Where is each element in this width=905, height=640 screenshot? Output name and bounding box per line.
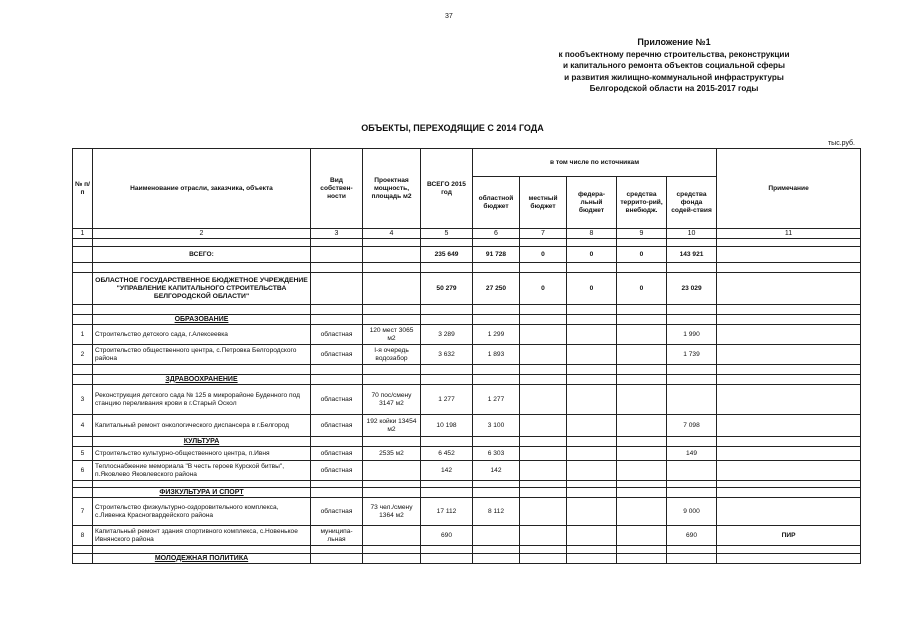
- row-no: 7: [73, 498, 93, 526]
- row-name: Капитальный ремонт онкологического диспансера в г.Белгород: [93, 415, 311, 437]
- row-total: 3 289: [421, 325, 473, 345]
- row-regional: 1 893: [473, 345, 520, 365]
- row-no: 8: [73, 526, 93, 546]
- table-row: [73, 526, 861, 546]
- col-number: 1: [73, 229, 93, 239]
- total-row: [73, 247, 861, 263]
- row-ownership: областная: [311, 385, 363, 415]
- header-local: местный бюджет: [520, 177, 567, 229]
- col-number: 7: [520, 229, 567, 239]
- header-row-top: [73, 149, 861, 177]
- row-ownership: областная: [311, 447, 363, 461]
- row-fund: 7 098: [667, 415, 717, 437]
- header-no: № п/п: [73, 149, 93, 229]
- row-no: 5: [73, 447, 93, 461]
- row-regional: 3 100: [473, 415, 520, 437]
- row-fund: 1 990: [667, 325, 717, 345]
- section-row: [73, 375, 861, 385]
- row-total: 142: [421, 461, 473, 481]
- spacer-row: [73, 263, 861, 273]
- row-capacity: 192 койки 13454 м2: [363, 415, 421, 437]
- total-territorial: 0: [617, 247, 667, 263]
- header-note: Примечание: [717, 149, 861, 229]
- org-regional: 27 250: [473, 273, 520, 305]
- annex-line: и развития жилищно-коммунальной инфраструктуры: [564, 72, 784, 82]
- row-name: Строительство культурно-общественного центра, п.Ивня: [93, 447, 311, 461]
- row-fund: 149: [667, 447, 717, 461]
- row-no: 3: [73, 385, 93, 415]
- row-fund: 1 739: [667, 345, 717, 365]
- org-territorial: 0: [617, 273, 667, 305]
- row-name: Реконструкция детского сада № 125 в микрорайоне Буденного под станцию переливания крови в г.Старый Оскол: [93, 385, 311, 415]
- section-row: [73, 437, 861, 447]
- header-total: ВСЕГО 2015 год: [421, 149, 473, 229]
- page-number: 37: [445, 13, 453, 20]
- col-number: 5: [421, 229, 473, 239]
- row-name: Строительство общественного центра, с.Петровка Белгородского района: [93, 345, 311, 365]
- col-number: 11: [717, 229, 861, 239]
- row-fund: 690: [667, 526, 717, 546]
- section-title-sport: ФИЗКУЛЬТУРА И СПОРТ: [93, 488, 311, 498]
- row-name: Строительство физкультурно-оздоровительного комплекса, с.Ливенка Красногвардейского района: [93, 498, 311, 526]
- total-federal: 0: [567, 247, 617, 263]
- total-local: 0: [520, 247, 567, 263]
- row-capacity: 70 пос/смену 3147 м2: [363, 385, 421, 415]
- org-federal: 0: [567, 273, 617, 305]
- org-label: ОБЛАСТНОЕ ГОСУДАРСТВЕННОЕ БЮДЖЕТНОЕ УЧРЕЖДЕНИЕ "УПРАВЛЕНИЕ КАПИТАЛЬНОГО СТРОИТЕЛЬСТВА БЕЛГОРОДСКОЙ ОБЛАСТИ": [93, 273, 311, 305]
- col-number: 9: [617, 229, 667, 239]
- col-number: 10: [667, 229, 717, 239]
- col-number: 3: [311, 229, 363, 239]
- org-row: [73, 273, 861, 305]
- row-regional: 1 299: [473, 325, 520, 345]
- row-no: 6: [73, 461, 93, 481]
- row-no: 2: [73, 345, 93, 365]
- col-number: 2: [93, 229, 311, 239]
- table-row: [73, 447, 861, 461]
- header-capacity: Проектная мощность, площадь м2: [363, 149, 421, 229]
- section-row: [73, 315, 861, 325]
- row-total: 6 452: [421, 447, 473, 461]
- row-ownership: областная: [311, 415, 363, 437]
- row-name: Теплоснабжение мемориала "В честь героев Курской битвы", п.Яковлево Яковлевского района: [93, 461, 311, 481]
- row-ownership: областная: [311, 325, 363, 345]
- row-total: 690: [421, 526, 473, 546]
- total-sum: 235 649: [421, 247, 473, 263]
- row-ownership: муниципа-льная: [311, 526, 363, 546]
- spacer-row: [73, 305, 861, 315]
- row-total: 17 112: [421, 498, 473, 526]
- org-local: 0: [520, 273, 567, 305]
- row-capacity: 73 чел./смену 1364 м2: [363, 498, 421, 526]
- row-note: ПИР: [717, 526, 861, 546]
- annex-line: и капитального ремонта объектов социальной сферы: [562, 61, 786, 70]
- col-number: 4: [363, 229, 421, 239]
- org-total: 50 279: [421, 273, 473, 305]
- row-no: 4: [73, 415, 93, 437]
- document-title: ОБЪЕКТЫ, ПЕРЕХОДЯЩИЕ С 2014 ГОДА: [361, 123, 544, 133]
- col-number: 6: [473, 229, 520, 239]
- table-row: [73, 461, 861, 481]
- table-row: [73, 345, 861, 365]
- row-ownership: областная: [311, 498, 363, 526]
- header-name: Наименование отрасли, заказчика, объекта: [93, 149, 311, 229]
- row-total: 10 198: [421, 415, 473, 437]
- spacer-row: [73, 239, 861, 247]
- spacer-row: [73, 546, 861, 554]
- org-fund: 23 029: [667, 273, 717, 305]
- section-title-culture: КУЛЬТУРА: [93, 437, 311, 447]
- row-regional: 8 112: [473, 498, 520, 526]
- row-ownership: областная: [311, 345, 363, 365]
- table-row: [73, 325, 861, 345]
- header-regional: областной бюджет: [473, 177, 520, 229]
- row-total: 3 632: [421, 345, 473, 365]
- row-name: Капитальный ремонт здания спортивного комплекса, с.Новенькое Ивнянского района: [93, 526, 311, 546]
- section-title-health: ЗДРАВООХРАНЕНИЕ: [93, 375, 311, 385]
- total-regional: 91 728: [473, 247, 520, 263]
- total-label: ВСЕГО:: [93, 247, 311, 263]
- header-ownership: Вид собствен-ности: [311, 149, 363, 229]
- objects-table: [72, 148, 861, 564]
- row-ownership: областная: [311, 461, 363, 481]
- row-capacity: I-я очередь водозабор: [363, 345, 421, 365]
- annex-line: к пообъектному перечню строительства, реконструкции: [558, 49, 790, 59]
- header-federal: федера-льный бюджет: [567, 177, 617, 229]
- section-title-education: ОБРАЗОВАНИЕ: [93, 315, 311, 325]
- row-capacity: 120 мест 3065 м2: [363, 325, 421, 345]
- annex-line: Приложение №1: [637, 37, 711, 47]
- col-number: 8: [567, 229, 617, 239]
- header-fund: средства фонда содей-ствия: [667, 177, 717, 229]
- row-no: 1: [73, 325, 93, 345]
- units-label: тыс.руб.: [827, 140, 855, 147]
- spacer-row: [73, 481, 861, 488]
- section-title-youth: МОЛОДЕЖНАЯ ПОЛИТИКА: [93, 554, 311, 564]
- spacer-row: [73, 365, 861, 375]
- row-name: Строительство детского сада, г.Алексеевка: [93, 325, 311, 345]
- row-total: 1 277: [421, 385, 473, 415]
- row-capacity: 2535 м2: [363, 447, 421, 461]
- row-regional: 142: [473, 461, 520, 481]
- row-fund: 9 000: [667, 498, 717, 526]
- table-row: [73, 498, 861, 526]
- table-row: [73, 415, 861, 437]
- table-row: [73, 385, 861, 415]
- column-numbers-row: [73, 229, 861, 239]
- section-row: [73, 488, 861, 498]
- total-fund: 143 921: [667, 247, 717, 263]
- section-row: [73, 554, 861, 564]
- annex-line: Белгородской области на 2015-2017 годы: [589, 84, 759, 93]
- header-territorial: средства террито-рий, внебюдж.: [617, 177, 667, 229]
- row-regional: 1 277: [473, 385, 520, 415]
- annex-heading: [509, 37, 839, 95]
- row-regional: 6 303: [473, 447, 520, 461]
- header-sources-group: в том числе по источникам: [473, 149, 717, 177]
